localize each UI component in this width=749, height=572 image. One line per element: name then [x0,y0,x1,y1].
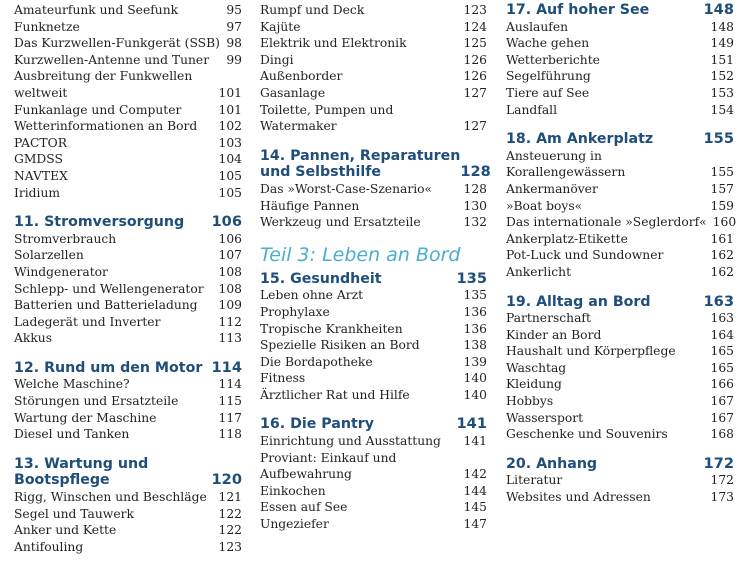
chapter-heading-20-anhang [506,456,734,473]
entry-title: Segelführung [506,69,591,84]
toc-entry-funknetze [14,19,242,36]
page-number: 107 [218,248,242,263]
toc-entry-das-internationale-seglerdorf [506,214,737,231]
toc-entry-aussenborder [260,68,487,85]
page-number: 140 [463,387,487,402]
entry-title: Rumpf und Deck [260,3,365,17]
entry-title: Stromverbrauch [14,231,117,246]
toc-entry-ansteuerung-in-korallengewassern [506,148,734,181]
toc-entry-rigg-winschen-und-beschlage [14,489,242,506]
page-number: 105 [218,168,242,183]
page-number: 155 [703,130,734,148]
entry-title: Wartung der Maschine [14,410,157,425]
entry-title: Welche Maschine? [14,377,130,392]
entry-title: Leben ohne Arzt [260,288,364,303]
entry-title: Literatur [506,473,563,488]
entry-title: GMDSS [14,152,63,167]
entry-title: Akkus [14,331,53,346]
toc-entry-das-kurzwellen-funkgerat-ssb [14,35,242,52]
page-number: 99 [226,52,242,67]
page-number: 148 [710,19,734,34]
toc-entry-hobbys [506,393,734,410]
toc-entry-tiere-auf-see [506,85,734,102]
page-number: 168 [710,427,734,442]
chapter-heading-12-rund-um-den-motor [14,360,242,377]
page-number: 165 [710,360,734,375]
toc-entry-wartung-der-maschine [14,410,242,427]
entry-title: Elektrik und Elektronik [260,36,407,51]
entry-title: Häufige Pannen [260,198,360,213]
entry-title: Das Kurzwellen-Funkgerät (SSB) [14,36,220,51]
chapter-title-line: Bootspflege [14,472,110,489]
toc-entry-ungeziefer [260,516,487,533]
page-number: 167 [710,394,734,409]
toc-entry-segel-und-tauwerk [14,506,242,523]
entry-title: Ankerplatz-Etikette [506,231,628,246]
page-number: 115 [218,394,242,409]
page-number: 161 [710,231,734,246]
page-number: 145 [463,500,487,515]
chapter-heading-13-wartung-und-bootspflege [14,456,242,489]
entry-title: Waschtag [506,360,567,375]
entry-title: Auslaufen [506,19,569,34]
toc-entry-kleidung [506,376,734,393]
entry-title: Gasanlage [260,85,326,100]
toc-entry-pactor [14,135,242,152]
toc-entry-auslaufen [506,19,734,36]
entry-title: Ausbreitung der Funkwellen weltweit [14,69,193,100]
chapter-heading-14-pannen-reparaturen-und-selbsthilfe [260,147,491,181]
page-number: 118 [218,427,242,442]
toc-entry-antifouling [14,539,242,556]
toc-entry-leben-ohne-arzt [260,287,487,304]
toc-entry-geschenke-und-souvenirs [506,426,734,443]
entry-title: Hobbys [506,394,554,409]
page-number: 126 [463,52,487,67]
page-number: 128 [460,163,491,181]
toc-entry-fitness [260,370,487,387]
toc-entry-batterien-und-batterieladung [14,297,242,314]
toc-entry-kurzwellen-antenne-und-tuner [14,52,242,69]
page-number: 166 [710,377,734,392]
page-number: 120 [211,471,242,489]
chapter-title: 15. Gesundheit [260,270,382,287]
page-number: 142 [463,467,487,482]
toc-entry-diesel-und-tanken [14,426,242,443]
page-number: 121 [218,490,242,505]
toc-entry-anker-und-kette [14,522,242,539]
page-number: 149 [710,36,734,51]
toc-entry-segelfuhrung [506,68,734,85]
entry-title: Fitness [260,371,306,386]
entry-title: Toilette, Pumpen und Watermaker [260,102,394,134]
toc-entry-kinder-an-bord [506,327,734,344]
page-number: 160 [712,215,737,230]
page-number: 123 [463,3,487,17]
toc-entry-essen-auf-see [260,499,487,516]
page-number: 125 [463,36,487,51]
toc-entry-iridium [14,185,242,202]
chapter-title: 17. Auf hoher See [506,2,650,18]
chapter-title: 16. Die Pantry [260,416,374,433]
entry-title: Landfall [506,102,558,117]
entry-title: Diesel und Tanken [14,427,130,442]
toc-column-3 [506,1,737,506]
entry-title: »Boat boys« [506,198,583,213]
toc-entry-wetterinformationen-an-bord [14,118,242,135]
toc-entry-proviant-einkauf-und-aufbewahrung [260,450,487,483]
toc-entry-einkochen [260,483,487,500]
toc-entry-stromverbrauch [14,231,242,248]
page-number: 106 [211,213,242,231]
page-number: 140 [463,371,487,386]
entry-title: Ladegerät und Inverter [14,314,161,329]
chapter-heading-19-alltag-an-bord [506,294,734,311]
toc-entry-ausbreitung-der-funkwellen-weltweit [14,68,242,101]
page-number: 97 [226,19,242,34]
page-number: 117 [218,410,242,425]
entry-title: Spezielle Risiken an Bord [260,338,420,353]
toc-entry-gmdss [14,151,242,168]
toc-entry-ankermanover [506,181,734,198]
entry-title: Essen auf See [260,500,348,515]
entry-title: Ansteuerung in Korallengewässern [506,148,626,180]
chapter-title-line: 14. Pannen, Reparaturen [260,147,461,164]
chapter-heading-17-auf-hoher-see [506,2,734,19]
page-number: 141 [463,434,487,449]
toc-entry-tropische-krankheiten [260,321,487,338]
entry-title: Ankerlicht [506,264,572,279]
entry-title: Werkzeug und Ersatzteile [260,215,421,230]
entry-title: Ärztlicher Rat und Hilfe [260,387,410,402]
toc-entry-ankerplatz-etikette [506,231,734,248]
toc-entry-schlepp-und-wellengenerator [14,281,242,298]
toc-entry-akkus [14,330,242,347]
entry-title: NAVTEX [14,168,68,183]
page-number: 135 [456,269,487,287]
page-number: 105 [218,185,242,200]
entry-title: Einrichtung und Ausstattung [260,434,441,449]
chapter-title [14,456,212,489]
toc-entry-ankerlicht [506,264,734,281]
toc-entry-navtex [14,168,242,185]
page-number: 102 [218,119,242,134]
entry-title: Wetterinformationen an Bord [14,119,198,134]
toc-entry-ladegerat-und-inverter [14,314,242,331]
page-number: 98 [226,36,242,51]
entry-title: Pot-Luck und Sundowner [506,248,664,263]
toc-entry-prophylaxe [260,304,487,321]
page-number: 172 [710,473,734,488]
entry-title: Geschenke und Souvenirs [506,427,668,442]
chapter-title: 12. Rund um den Motor [14,359,203,376]
toc-entry-die-bordapotheke [260,354,487,371]
entry-title: Anker und Kette [14,523,117,538]
page-number: 132 [463,215,487,230]
entry-title: Wetterberichte [506,52,600,67]
chapter-heading-11-stromversorgung [14,214,242,231]
entry-title: Haushalt und Körperpflege [506,344,676,359]
toc-entry-einrichtung-und-ausstattung [260,433,487,450]
entry-title: Kleidung [506,377,562,392]
chapter-title-line: 13. Wartung und [14,455,149,472]
page-number: 164 [710,327,734,342]
entry-title: Störungen und Ersatzteile [14,394,179,409]
toc-entry-elektrik-und-elektronik [260,35,487,52]
page-number: 162 [710,264,734,279]
page-number: 124 [463,19,487,34]
toc-entry-landfall [506,102,734,119]
entry-title: Rigg, Winschen und Beschläge [14,490,207,505]
toc-entry-haushalt-und-korperpflege [506,343,734,360]
toc-entry-arztlicher-rat-und-hilfe [260,387,487,404]
entry-title: PACTOR [14,135,67,150]
entry-title: Die Bordapotheke [260,354,373,369]
page-number: 159 [710,198,734,213]
page-number: 130 [463,198,487,213]
chapter-heading-16-die-pantry [260,416,487,433]
chapter-heading-18-am-ankerplatz [506,131,734,148]
page-number: 141 [456,415,487,433]
page-number: 122 [218,506,242,521]
entry-title: Partnerschaft [506,311,591,326]
toc-entry-gasanlage [260,85,487,102]
page-number: 95 [226,3,242,17]
entry-title: Funkanlage und Computer [14,102,182,117]
page-number: 112 [218,314,242,329]
page-number: 155 [710,165,734,180]
page-number: 138 [463,338,487,353]
entry-title: Windgenerator [14,264,108,279]
entry-title: Kinder an Bord [506,327,602,342]
toc-entry-dingi [260,52,487,69]
page-number: 154 [710,102,734,117]
entry-title: Prophylaxe [260,304,330,319]
page-number: 167 [710,410,734,425]
page-number: 147 [463,517,487,532]
page-number: 163 [703,292,734,310]
toc-entry-boat-boys [506,198,734,215]
page-number: 108 [218,264,242,279]
page-number: 157 [710,181,734,196]
toc-entry-waschtag [506,360,734,377]
page-number: 148 [703,1,734,18]
toc-entry-wache-gehen [506,35,734,52]
entry-title: Schlepp- und Wellengenerator [14,281,204,296]
page-number: 162 [710,248,734,263]
entry-title: Außenborder [260,69,343,84]
chapter-title: 11. Stromversorgung [14,214,185,231]
page-number: 139 [463,354,487,369]
entry-title: Ankermanöver [506,181,598,196]
toc-entry-pot-luck-und-sundowner [506,247,734,264]
toc-entry-das-worst-case-szenario [260,181,487,198]
entry-title: Solarzellen [14,248,84,263]
page-number: 101 [218,85,242,100]
chapter-title [260,148,460,181]
toc-entry-literatur [506,472,734,489]
entry-title: Websites und Adressen [506,490,651,505]
page-number: 163 [710,311,734,326]
entry-title: Kurzwellen-Antenne und Tuner [14,52,210,67]
toc-entry-haufige-pannen [260,198,487,215]
page-number: 113 [218,331,242,346]
toc-entry-kajute [260,19,487,36]
page-number: 122 [218,523,242,538]
toc-entry-solarzellen [14,247,242,264]
page-number: 173 [710,490,734,505]
page-number: 106 [218,231,242,246]
entry-title: Wassersport [506,410,584,425]
page-number: 165 [710,344,734,359]
page-number: 152 [710,69,734,84]
page-number: 114 [218,377,242,392]
chapter-title: 18. Am Ankerplatz [506,131,654,148]
entry-title: Tiere auf See [506,85,590,100]
page-number: 114 [211,358,242,376]
page-number: 109 [218,298,242,313]
page-number: 127 [463,119,487,134]
entry-title: Einkochen [260,483,326,498]
toc-entry-werkzeug-und-ersatzteile [260,214,487,231]
toc-entry-funkanlage-und-computer [14,102,242,119]
page-number: 172 [703,454,734,472]
chapter-title-line: und Selbsthilfe [260,164,382,181]
page-number: 108 [218,281,242,296]
page-number: 144 [463,483,487,498]
entry-title: Das internationale »Seglerdorf« [506,215,707,230]
entry-title: Tropische Krankheiten [260,321,403,336]
toc-entry-wassersport [506,410,734,427]
entry-title: Batterien und Batterieladung [14,298,198,313]
page-number: 103 [218,135,242,150]
entry-title: Amateurfunk und Seefunk [14,3,179,17]
page-number: 127 [463,85,487,100]
page-number: 136 [463,321,487,336]
toc-entry-websites-und-adressen [506,489,734,506]
entry-title: Wache gehen [506,36,590,51]
part-heading: Teil 3: Leben an Bord [260,243,461,266]
entry-title: Funknetze [14,19,80,34]
page-number: 104 [218,152,242,167]
page-number: 151 [710,52,734,67]
toc-entry-windgenerator [14,264,242,281]
entry-title: Proviant: Einkauf und Aufbewahrung [260,450,397,482]
entry-title: Das »Worst-Case-Szenario« [260,181,433,196]
toc-entry-toilette-pumpen-und-watermaker [260,102,487,135]
entry-title: Dingi [260,52,294,67]
toc-entry-wetterberichte [506,52,734,69]
entry-title: Kajüte [260,19,301,34]
page-number: 128 [463,181,487,196]
entry-title: Iridium [14,185,61,200]
entry-title: Ungeziefer [260,517,329,532]
page-number: 101 [218,102,242,117]
toc-column-1 [14,2,242,555]
toc-entry-amateurfunk-und-seefunk [14,2,242,19]
toc-entry-rumpf-und-deck [260,2,487,19]
toc-entry-welche-maschine [14,376,242,393]
page-number: 153 [710,85,734,100]
entry-title: Segel und Tauwerk [14,506,134,521]
toc-column-2 [260,2,491,533]
entry-title: Antifouling [14,539,84,554]
page-number: 136 [463,304,487,319]
chapter-title: 19. Alltag an Bord [506,293,651,310]
toc-entry-partnerschaft [506,310,734,327]
chapter-heading-15-gesundheit [260,271,487,288]
page-number: 123 [218,539,242,554]
page-number: 135 [463,288,487,303]
toc-entry-spezielle-risiken-an-bord [260,337,487,354]
chapter-title: 20. Anhang [506,455,598,472]
page-number: 126 [463,69,487,84]
toc-entry-storungen-und-ersatzteile [14,393,242,410]
